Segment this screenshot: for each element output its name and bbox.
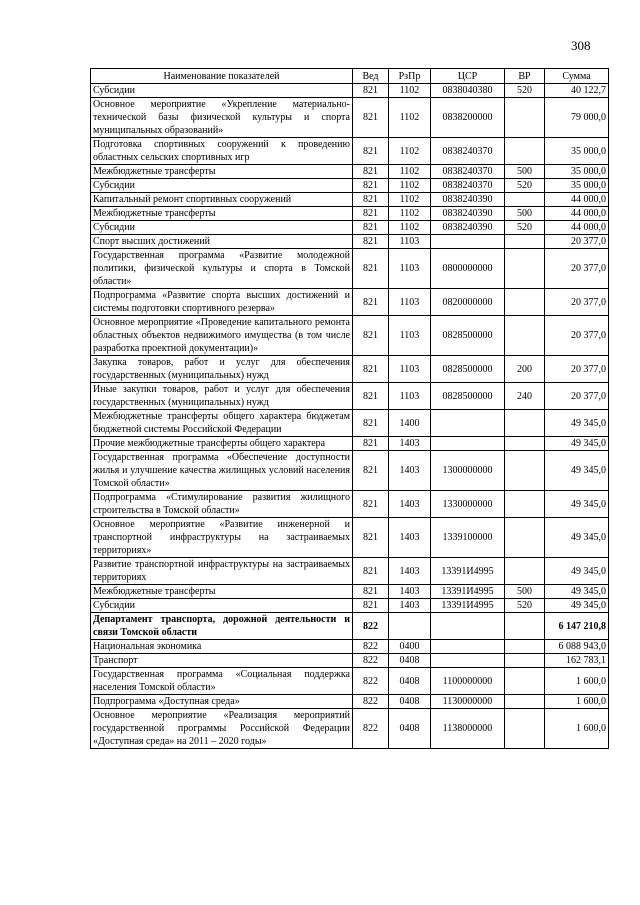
row-name: Закупка товаров, работ и услуг для обеспечения государственных (муниципальных) нужд <box>91 356 353 383</box>
header-ved: Вед <box>353 69 389 84</box>
row-rzpr: 1102 <box>389 138 431 165</box>
row-vr <box>505 451 545 491</box>
row-vr <box>505 518 545 558</box>
table-row <box>91 491 609 518</box>
row-rzpr: 1102 <box>389 193 431 207</box>
row-name: Субсидии <box>91 221 353 235</box>
header-name: Наименование показателей <box>91 69 353 84</box>
row-vr: 500 <box>505 165 545 179</box>
row-rzpr: 0408 <box>389 695 431 709</box>
row-sum: 44 000,0 <box>545 193 609 207</box>
row-rzpr: 1103 <box>389 356 431 383</box>
row-sum: 49 345,0 <box>545 585 609 599</box>
row-csr: 13391И4995 <box>431 585 505 599</box>
row-rzpr <box>389 613 431 640</box>
row-rzpr: 1403 <box>389 491 431 518</box>
row-vr <box>505 410 545 437</box>
row-rzpr: 1102 <box>389 179 431 193</box>
row-csr: 0838240370 <box>431 138 505 165</box>
row-vr <box>505 695 545 709</box>
row-sum: 79 000,0 <box>545 98 609 138</box>
row-name: Капитальный ремонт спортивных сооружений <box>91 193 353 207</box>
row-csr: 0838040380 <box>431 84 505 98</box>
row-csr: 0800000000 <box>431 249 505 289</box>
row-vr <box>505 249 545 289</box>
row-name: Государственная программа «Социальная поддержка населения Томской области» <box>91 668 353 695</box>
row-rzpr: 0408 <box>389 654 431 668</box>
table-row <box>91 451 609 491</box>
table-row <box>91 316 609 356</box>
row-name: Основное мероприятие «Развитие инженерной и транспортной инфраструктуры на застраиваемых территориях» <box>91 518 353 558</box>
row-name: Подпрограмма «Доступная среда» <box>91 695 353 709</box>
row-sum: 1 600,0 <box>545 668 609 695</box>
row-csr: 0820000000 <box>431 289 505 316</box>
page-number: 308 <box>571 38 591 53</box>
row-rzpr: 0408 <box>389 709 431 749</box>
row-name: Межбюджетные трансферты <box>91 585 353 599</box>
table-row <box>91 558 609 585</box>
row-name: Иные закупки товаров, работ и услуг для обеспечения государственных (муниципальных) нужд <box>91 383 353 410</box>
row-vr <box>505 668 545 695</box>
row-vr <box>505 193 545 207</box>
row-rzpr: 1103 <box>389 316 431 356</box>
row-sum: 35 000,0 <box>545 165 609 179</box>
table-row <box>91 84 609 98</box>
row-ved: 821 <box>353 518 389 558</box>
table-header <box>91 69 609 84</box>
row-name: Подпрограмма «Развитие спорта высших достижений и системы подготовки спортивного резерва» <box>91 289 353 316</box>
row-ved: 821 <box>353 383 389 410</box>
row-name: Национальная экономика <box>91 640 353 654</box>
row-rzpr: 1403 <box>389 558 431 585</box>
row-rzpr: 1102 <box>389 165 431 179</box>
row-sum: 20 377,0 <box>545 316 609 356</box>
row-vr <box>505 437 545 451</box>
row-vr <box>505 709 545 749</box>
row-csr <box>431 437 505 451</box>
row-csr: 13391И4995 <box>431 599 505 613</box>
row-ved: 822 <box>353 654 389 668</box>
row-csr: 1300000000 <box>431 451 505 491</box>
header-rzpr: РзПр <box>389 69 431 84</box>
table-row <box>91 599 609 613</box>
row-ved: 821 <box>353 599 389 613</box>
row-vr <box>505 640 545 654</box>
row-name: Подготовка спортивных сооружений к проведению областных сельских спортивных игр <box>91 138 353 165</box>
row-csr <box>431 235 505 249</box>
table-row <box>91 249 609 289</box>
row-csr <box>431 640 505 654</box>
table-row <box>91 709 609 749</box>
table-row <box>91 289 609 316</box>
row-ved: 821 <box>353 84 389 98</box>
row-name: Государственная программа «Развитие молодежной политики, физической культуры и спорта в Томской области» <box>91 249 353 289</box>
row-sum: 44 000,0 <box>545 221 609 235</box>
row-vr <box>505 654 545 668</box>
row-rzpr: 1103 <box>389 235 431 249</box>
table-row <box>91 668 609 695</box>
row-vr <box>505 98 545 138</box>
row-ved: 821 <box>353 235 389 249</box>
row-ved: 821 <box>353 491 389 518</box>
table-row <box>91 235 609 249</box>
row-rzpr: 1103 <box>389 289 431 316</box>
row-name: Спорт высших достижений <box>91 235 353 249</box>
table-row <box>91 356 609 383</box>
row-csr: 1330000000 <box>431 491 505 518</box>
row-rzpr: 1102 <box>389 84 431 98</box>
row-csr: 1339100000 <box>431 518 505 558</box>
row-vr: 500 <box>505 207 545 221</box>
row-rzpr: 1403 <box>389 437 431 451</box>
row-csr: 0838240390 <box>431 193 505 207</box>
row-sum: 20 377,0 <box>545 289 609 316</box>
row-ved: 821 <box>353 356 389 383</box>
table-body <box>91 84 609 749</box>
budget-table <box>90 68 609 749</box>
row-csr: 0838240390 <box>431 221 505 235</box>
row-ved: 821 <box>353 221 389 235</box>
row-csr <box>431 613 505 640</box>
row-rzpr: 1403 <box>389 518 431 558</box>
row-ved: 821 <box>353 451 389 491</box>
row-name: Основное мероприятие «Реализация мероприятий государственной программы Российской Федерации «Доступная среда» на 2011 – 2020 годы» <box>91 709 353 749</box>
row-sum: 6 147 210,8 <box>545 613 609 640</box>
row-name: Основное мероприятие «Проведение капитального ремонта областных объектов недвижимого имущества (в том числе разработка проектной документации)» <box>91 316 353 356</box>
row-ved: 821 <box>353 410 389 437</box>
row-ved: 822 <box>353 695 389 709</box>
row-sum: 35 000,0 <box>545 138 609 165</box>
row-rzpr: 0408 <box>389 668 431 695</box>
table-row <box>91 138 609 165</box>
table-row <box>91 383 609 410</box>
row-csr: 0828500000 <box>431 316 505 356</box>
row-rzpr: 1403 <box>389 599 431 613</box>
row-name: Департамент транспорта, дорожной деятельности и связи Томской области <box>91 613 353 640</box>
row-sum: 20 377,0 <box>545 235 609 249</box>
row-csr: 0838240390 <box>431 207 505 221</box>
row-name: Подпрограмма «Стимулирование развития жилищного строительства в Томской области» <box>91 491 353 518</box>
table-row <box>91 437 609 451</box>
table-row <box>91 179 609 193</box>
row-rzpr: 1103 <box>389 249 431 289</box>
row-rzpr: 1102 <box>389 207 431 221</box>
row-sum: 49 345,0 <box>545 437 609 451</box>
row-name: Межбюджетные трансферты общего характера бюджетам бюджетной системы Российской Федерации <box>91 410 353 437</box>
row-vr: 500 <box>505 585 545 599</box>
table-row <box>91 207 609 221</box>
row-name: Развитие транспортной инфраструктуры на застраиваемых территориях <box>91 558 353 585</box>
row-vr <box>505 613 545 640</box>
row-name: Межбюджетные трансферты <box>91 207 353 221</box>
table-row <box>91 165 609 179</box>
row-sum: 49 345,0 <box>545 491 609 518</box>
row-vr <box>505 289 545 316</box>
row-ved: 821 <box>353 316 389 356</box>
row-vr: 520 <box>505 179 545 193</box>
row-vr: 520 <box>505 599 545 613</box>
row-rzpr: 1102 <box>389 221 431 235</box>
row-ved: 822 <box>353 709 389 749</box>
row-sum: 20 377,0 <box>545 356 609 383</box>
row-sum: 49 345,0 <box>545 410 609 437</box>
row-name: Прочие межбюджетные трансферты общего характера <box>91 437 353 451</box>
row-vr: 200 <box>505 356 545 383</box>
row-ved: 821 <box>353 585 389 599</box>
row-rzpr: 1403 <box>389 451 431 491</box>
row-sum: 49 345,0 <box>545 599 609 613</box>
row-sum: 49 345,0 <box>545 518 609 558</box>
table-row <box>91 640 609 654</box>
row-ved: 822 <box>353 613 389 640</box>
row-csr <box>431 410 505 437</box>
row-vr: 520 <box>505 84 545 98</box>
row-csr: 13391И4995 <box>431 558 505 585</box>
row-sum: 6 088 943,0 <box>545 640 609 654</box>
row-sum: 49 345,0 <box>545 451 609 491</box>
row-ved: 821 <box>353 207 389 221</box>
table-row <box>91 585 609 599</box>
row-ved: 821 <box>353 165 389 179</box>
row-rzpr: 1102 <box>389 98 431 138</box>
row-vr: 240 <box>505 383 545 410</box>
table-row <box>91 410 609 437</box>
row-sum: 162 783,1 <box>545 654 609 668</box>
row-name: Субсидии <box>91 599 353 613</box>
row-ved: 821 <box>353 179 389 193</box>
row-rzpr: 1103 <box>389 383 431 410</box>
row-name: Транспорт <box>91 654 353 668</box>
row-vr <box>505 558 545 585</box>
row-vr <box>505 235 545 249</box>
table-row <box>91 221 609 235</box>
row-vr <box>505 316 545 356</box>
row-vr <box>505 491 545 518</box>
header-csr: ЦСР <box>431 69 505 84</box>
row-ved: 821 <box>353 98 389 138</box>
row-ved: 822 <box>353 640 389 654</box>
table-row <box>91 98 609 138</box>
row-csr: 0828500000 <box>431 356 505 383</box>
row-name: Основное мероприятие «Укрепление материально-технической базы физической культуры и спорта муниципальных образований» <box>91 98 353 138</box>
row-ved: 821 <box>353 249 389 289</box>
row-sum: 40 122,7 <box>545 84 609 98</box>
row-csr: 0838200000 <box>431 98 505 138</box>
header-vr: ВР <box>505 69 545 84</box>
row-sum: 1 600,0 <box>545 695 609 709</box>
row-name: Субсидии <box>91 84 353 98</box>
row-ved: 821 <box>353 193 389 207</box>
table-row <box>91 193 609 207</box>
row-csr: 0838240370 <box>431 179 505 193</box>
row-rzpr: 1400 <box>389 410 431 437</box>
row-ved: 821 <box>353 138 389 165</box>
row-ved: 821 <box>353 289 389 316</box>
row-name: Субсидии <box>91 179 353 193</box>
row-csr: 1138000000 <box>431 709 505 749</box>
row-csr: 0828500000 <box>431 383 505 410</box>
row-rzpr: 0400 <box>389 640 431 654</box>
row-ved: 822 <box>353 668 389 695</box>
row-vr: 520 <box>505 221 545 235</box>
row-sum: 20 377,0 <box>545 249 609 289</box>
row-sum: 35 000,0 <box>545 179 609 193</box>
row-ved: 821 <box>353 437 389 451</box>
row-csr: 1100000000 <box>431 668 505 695</box>
header-sum: Сумма <box>545 69 609 84</box>
table-row <box>91 613 609 640</box>
table-row <box>91 518 609 558</box>
row-sum: 44 000,0 <box>545 207 609 221</box>
row-sum: 20 377,0 <box>545 383 609 410</box>
row-ved: 821 <box>353 558 389 585</box>
row-csr: 0838240370 <box>431 165 505 179</box>
table-row <box>91 695 609 709</box>
row-rzpr: 1403 <box>389 585 431 599</box>
row-name: Государственная программа «Обеспечение доступности жилья и улучшение качества жилищных условий населения Томской области» <box>91 451 353 491</box>
row-vr <box>505 138 545 165</box>
row-sum: 49 345,0 <box>545 558 609 585</box>
row-csr: 1130000000 <box>431 695 505 709</box>
row-name: Межбюджетные трансферты <box>91 165 353 179</box>
table-row <box>91 654 609 668</box>
row-csr <box>431 654 505 668</box>
row-sum: 1 600,0 <box>545 709 609 749</box>
